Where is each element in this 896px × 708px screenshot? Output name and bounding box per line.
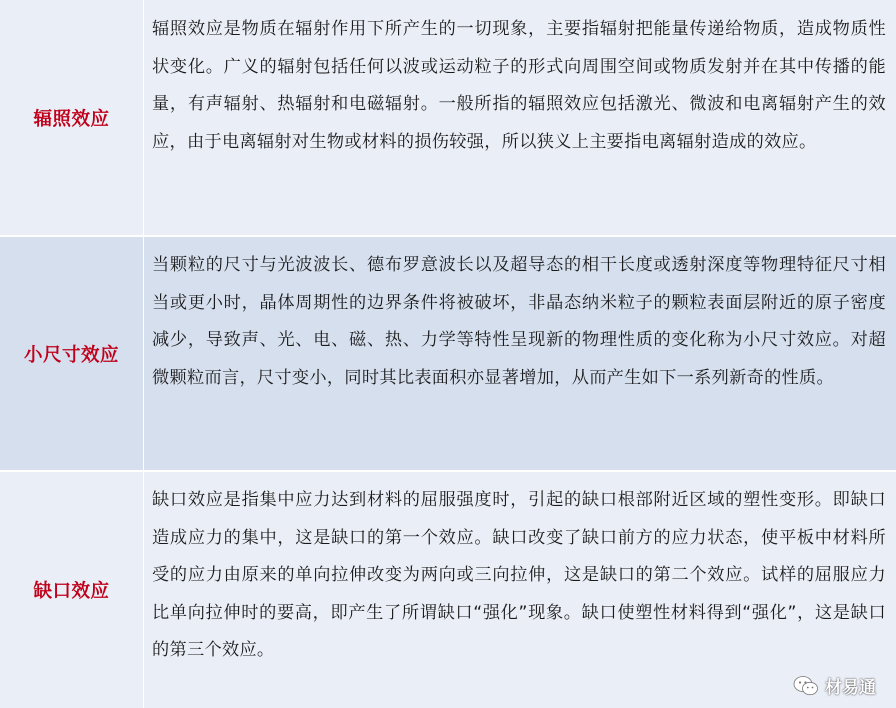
row-divider	[0, 470, 896, 472]
table-row	[0, 236, 896, 471]
row-divider	[0, 235, 896, 237]
description-cell: 当颗粒的尺寸与光波波长、德布罗意波长以及超导态的相干长度或透射深度等物理特征尺寸相当或更小时，晶体周期性的边界条件将被破坏，非晶态纳米粒子的颗粒表面层附近的原子密度减少，导致声、光、电、磁、热、力学等特性呈现新的物理性质的变化称为小尺寸效应。对超微颗粒而言，尺寸变小，同时其比表面积亦显著增加，从而产生如下一系列新奇的性质。	[152, 255, 886, 388]
watermark-text: 材易通	[825, 678, 876, 698]
description-cell: 辐照效应是物质在辐射作用下所产生的一切现象，主要指辐射把能量传递给物质，造成物质性状变化。广义的辐射包括任何以波或运动粒子的形式向周围空间或物质发射并在其中传播的能量，有声辐射、热辐射和电磁辐射。一般所指的辐照效应包括激光、微波和电离辐射产生的效应，由于电离辐射对生物或材料的损伤较强，所以狭义上主要指电离辐射造成的效应。	[152, 19, 886, 152]
table-row	[0, 471, 896, 708]
term-cell	[0, 236, 144, 471]
table-row	[0, 0, 896, 236]
term-cell	[0, 0, 144, 236]
term-label: 缺口效应	[33, 580, 110, 602]
term-cell	[0, 471, 144, 708]
term-label: 小尺寸效应	[23, 344, 119, 366]
watermark	[793, 673, 876, 698]
wechat-icon	[793, 675, 819, 697]
description-cell: 缺口效应是指集中应力达到材料的屈服强度时，引起的缺口根部附近区域的塑性变形。即缺口造成应力的集中，这是缺口的第一个效应。缺口改变了缺口前方的应力状态，使平板中材料所受的应力由原来的单向拉伸改变为两向或三向拉伸，这是缺口的第二个效应。试样的屈服应力比单向拉伸时的要高，即产生了所谓缺口“强化”现象。缺口使塑性材料得到“强化”，这是缺口的第三个效应。	[152, 490, 886, 660]
term-label: 辐照效应	[33, 109, 110, 130]
